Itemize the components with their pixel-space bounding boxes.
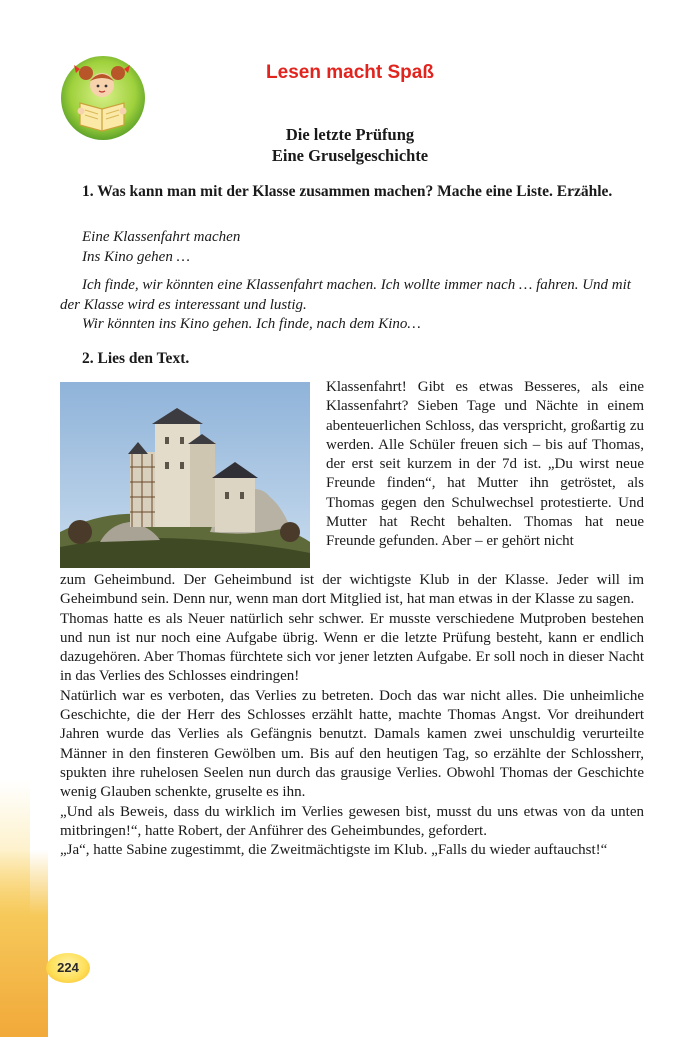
sample-answer-line-2: Wir könnten ins Kino gehen. Ich finde, nach dem Kino… bbox=[82, 316, 421, 332]
reading-girl-icon bbox=[60, 55, 146, 141]
story-paragraph-3: Natürlich war es verboten, das Verlies zu betreten. Doch das war nicht alles. Die unheimliche Geschichte, die der Herr des Schlosses erzählt hatte, machte Thomas Angst. Vor dreihundert Jahren wurde das Verlies als Gefängnis benutzt. Damals kamen zwei unschuldig verurteilte Männer in den finsteren Gewölben um. Bis auf den heutigen Tag, so erzählte der Schlossherr, spukten ihre ruhelosen Seelen nun durch das grausige Verlies. Obwohl Thomas der Geschichte wenig Glauben schenkte, gruselte es ihn. bbox=[60, 687, 644, 801]
story-paragraph-4: „Und als Beweis, dass du wirklich im Verlies gewesen bist, musst du uns etwas von da unten mitbringen!“, hatte Robert, der Anführer des Geheimbundes, gefordert. bbox=[60, 803, 644, 839]
task-1-text: Was kann man mit der Klasse zusammen machen? Mache eine Liste. Erzähle. bbox=[97, 183, 613, 200]
story-paragraph-5: „Ja“, hatte Sabine zugestimmt, die Zweitmächtigste im Klub. „Falls du wieder auftauchst!“ bbox=[60, 842, 608, 859]
decorative-edge-band-lower bbox=[0, 850, 48, 1037]
task-2 bbox=[60, 349, 644, 369]
story-title-line-2: Eine Gruselgeschichte bbox=[271, 146, 429, 165]
task-2-number: 2. bbox=[82, 350, 94, 367]
task-1-number: 1. bbox=[82, 183, 94, 200]
story-title-line-1: Die letzte Prüfung bbox=[285, 125, 415, 144]
example-item: Ins Kino gehen … bbox=[82, 248, 190, 265]
story-intro: Klassenfahrt! Gibt es etwas Besseres, als eine Klassenfahrt? Sieben Tage und Nächte in einem abenteuerlichen Schloss, das verspricht, großartig zu werden. Alle Schüler freuen sich – bis auf Thomas, der erst seit kurzem in der 7d ist. „Du wirst neue Freunde finden“, hat Mutter ihn getröstet, als Thomas gegen den Schulwechsel protestierte. Und Mutter hat Recht behalten. Thomas hat neue Freunde gefunden. Aber – er gehört nicht bbox=[326, 379, 644, 550]
story-paragraph-2: Thomas hatte es als Neuer natürlich sehr schwer. Er musste verschiedene Mutproben bestehen und nun ist nur noch eine Aufgabe übrig. Wenn er die letzte Prüfung besteht, kann er endlich dazugehören. Aber Thomas fürchtete sich vor jener letzten Aufgabe. Er soll noch in dieser Nacht in das Verlies des Schlosses eindringen! bbox=[60, 610, 644, 685]
example-item: Eine Klassenfahrt machen bbox=[82, 229, 241, 245]
task-1-sample-answer bbox=[60, 276, 644, 335]
story-body bbox=[60, 571, 644, 860]
task-1-examples bbox=[60, 228, 644, 267]
task-2-text: Lies den Text. bbox=[97, 350, 190, 367]
story-title bbox=[200, 124, 500, 166]
section-title: Lesen macht Spaß bbox=[266, 62, 434, 83]
page-number: 224 bbox=[46, 953, 90, 983]
castle-photo bbox=[60, 382, 310, 568]
story-paragraph-1-continued: zum Geheimbund. Der Geheimbund ist der wichtigste Klub in der Klasse. Jeder will im Geheimbund sein. Denn nur, wenn man dort Mitglied ist, hat man etwas in der Klasse zu sagen. bbox=[60, 572, 644, 608]
sample-answer-line-1: Ich finde, wir könnten eine Klassenfahrt machen. Ich wollte immer nach … fahren. Und mit der Klasse wird es interessant und lustig. bbox=[60, 277, 631, 313]
task-1 bbox=[60, 182, 644, 202]
